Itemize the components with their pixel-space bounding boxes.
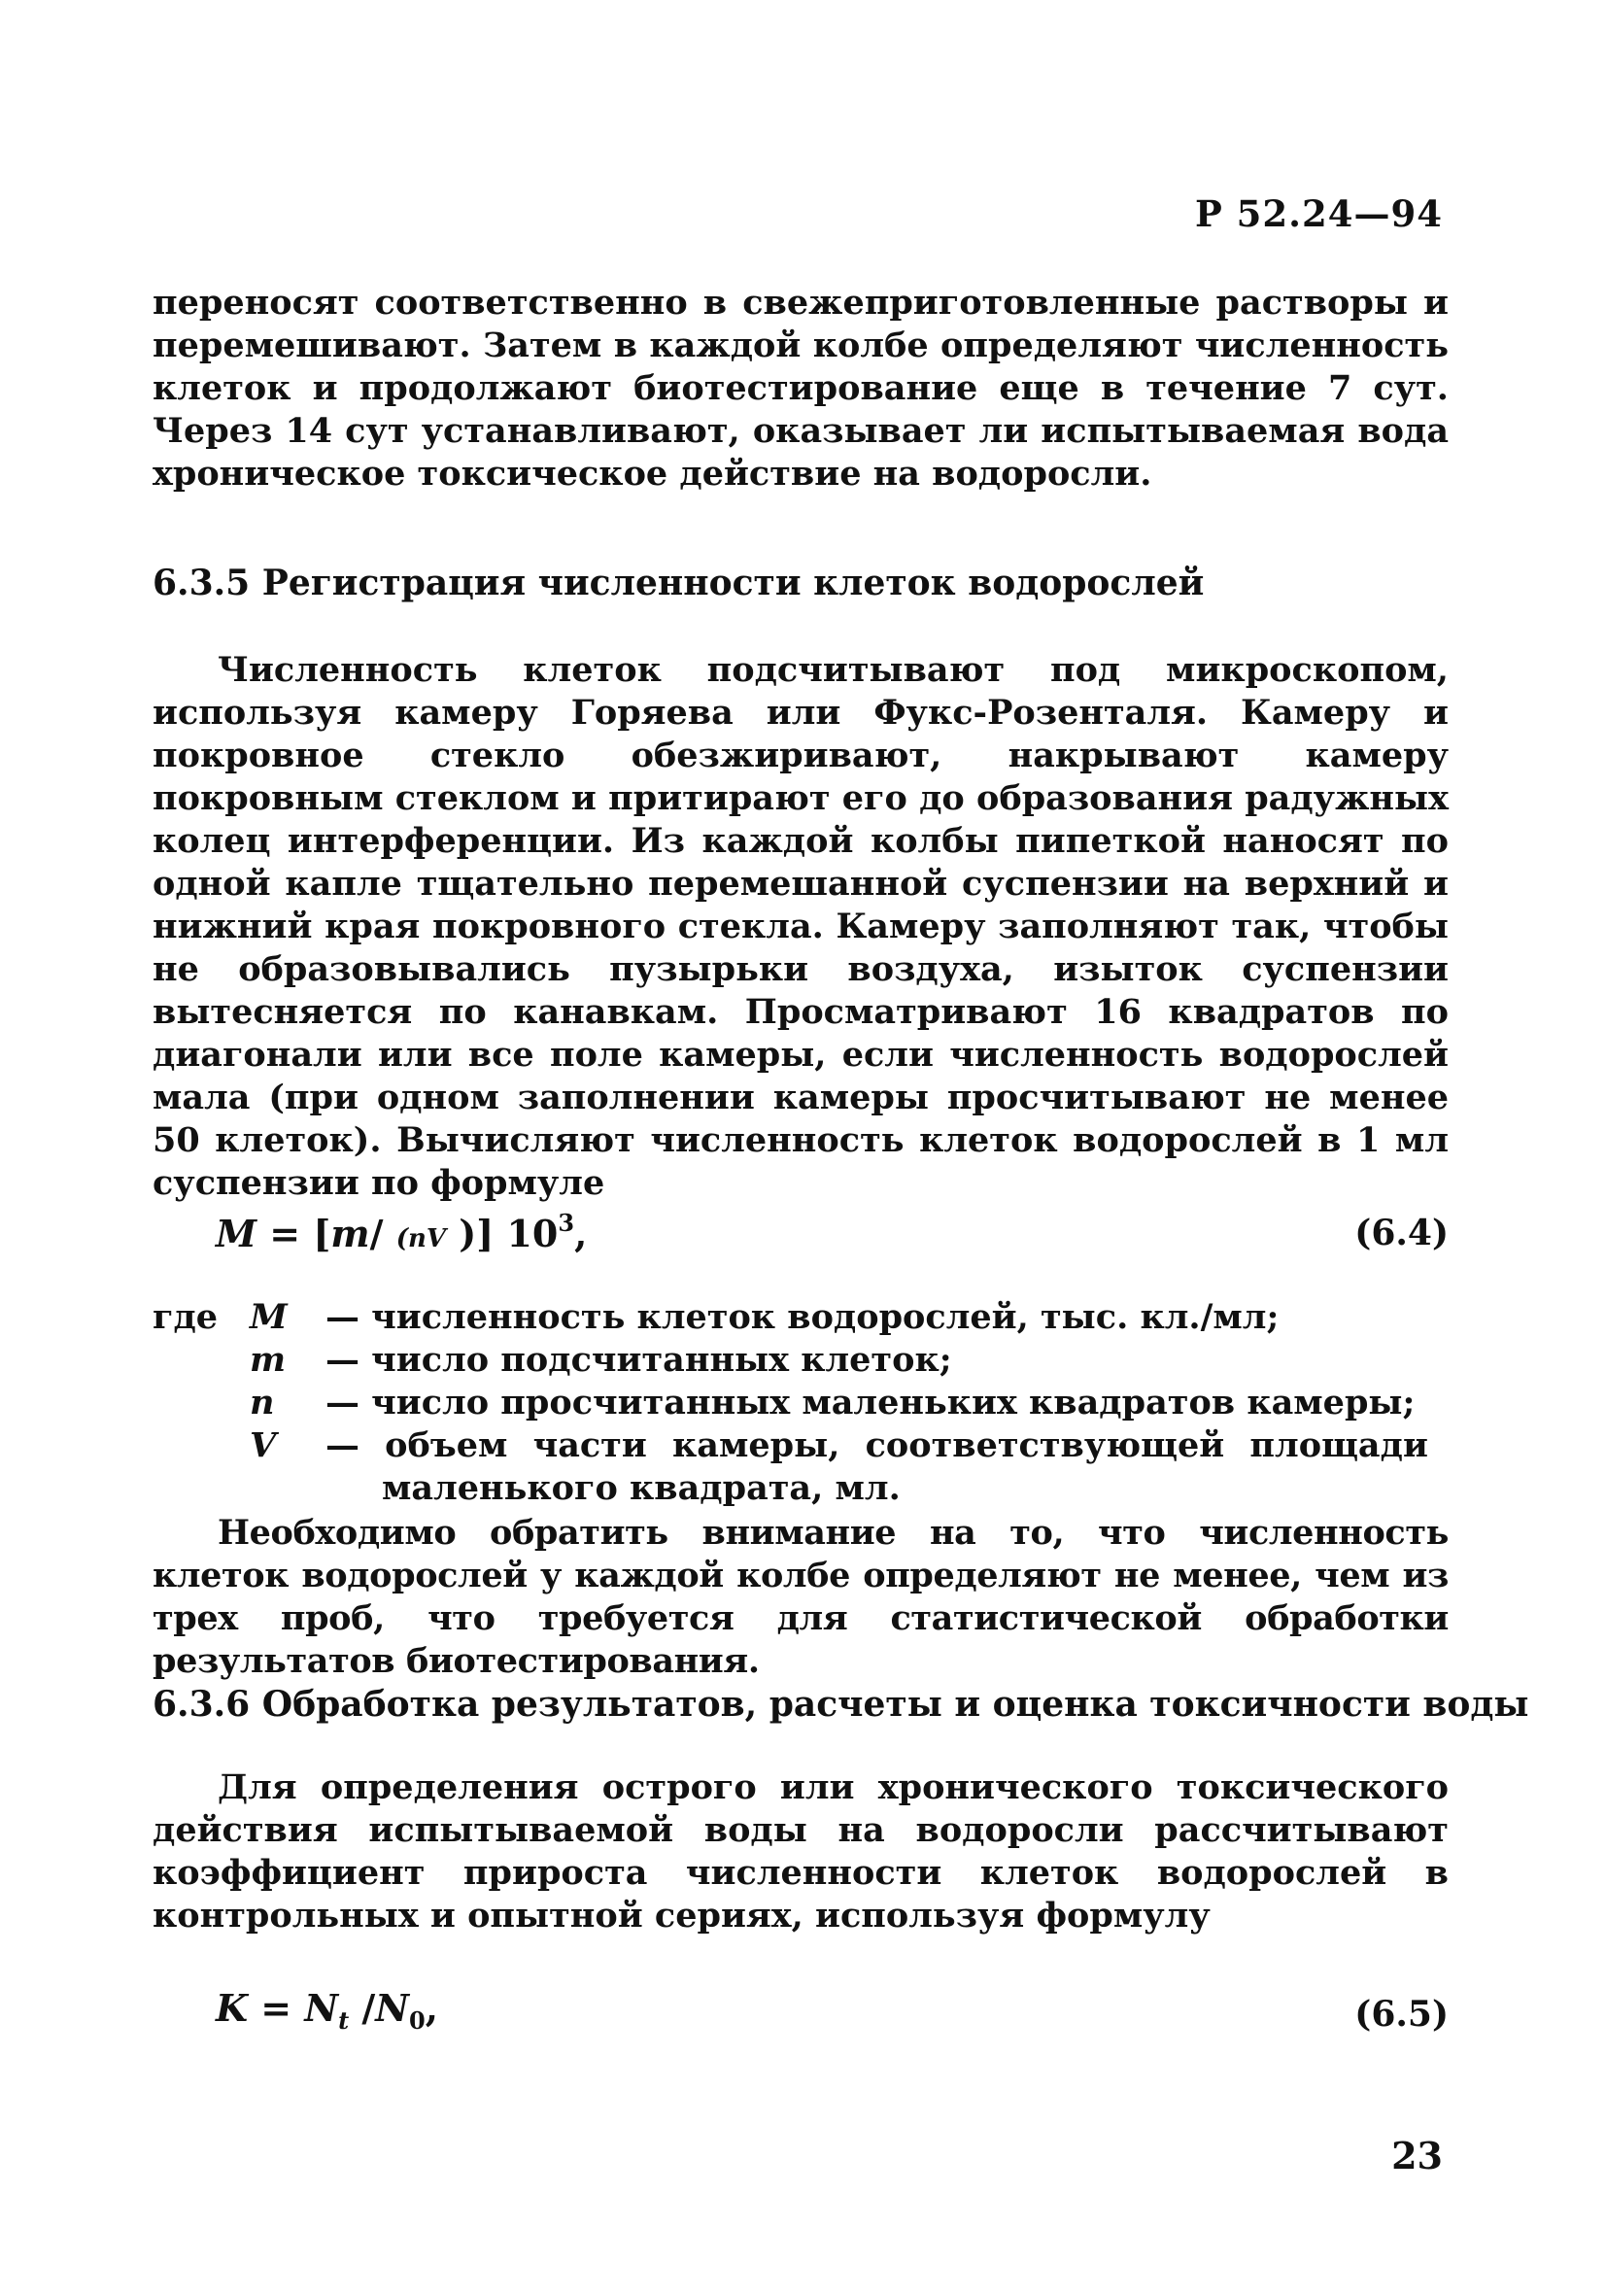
legend-symbol: M xyxy=(250,1297,288,1337)
legend-row xyxy=(153,1296,1454,1339)
equation-number-6-4: (6.4) xyxy=(1354,1213,1449,1253)
legend-symbol: n xyxy=(250,1383,275,1422)
legend-definition-continuation: маленького квадрата, мл. xyxy=(382,1468,901,1508)
formula-var-nV: nV xyxy=(408,1224,447,1253)
formula-6-5 xyxy=(216,1986,438,2035)
formula-6-4 xyxy=(216,1209,587,1255)
formula-slash: / xyxy=(349,1986,376,2030)
legend-row xyxy=(153,1382,1454,1424)
legend-definition: — численность клеток водорослей, тыс. кл./мл; xyxy=(325,1297,1280,1337)
legend-row-continuation xyxy=(153,1467,1454,1510)
formula-sub-t: t xyxy=(338,2006,350,2035)
formula-paren-open: ( xyxy=(395,1224,408,1253)
legend-row xyxy=(153,1424,1454,1467)
document-code: Р 52.24—94 xyxy=(1194,192,1443,235)
formula-var-K: K xyxy=(216,1986,249,2030)
section-6-3-6-paragraph: Для определения острого или хронического токсического действия испытываемой воды на водоросли рассчитывают коэффициент прироста численности клеток водорослей в контрольных и опытной сериях, используя формулу xyxy=(153,1767,1449,1936)
legend-symbol: m xyxy=(250,1340,287,1380)
formula-tail: , xyxy=(574,1212,588,1255)
counting-note-paragraph: Необходимо обратить внимание на то, что численность клеток водорослей у каждой колбе определяют не менее, чем из трех проб, что требуется для статистической обработки результатов биотестирования. xyxy=(153,1513,1449,1681)
legend-definition: — число просчитанных маленьких квадратов камеры; xyxy=(325,1383,1416,1422)
legend-definition: — объем части камеры, соответствующей площади xyxy=(325,1425,1428,1465)
formula-equals: = [ xyxy=(256,1212,331,1255)
formula-tail: , xyxy=(425,1986,438,2030)
intro-paragraph: переносят соответственно в свежеприготовленные растворы и перемешивают. Затем в каждой колбе определяют численность клеток и продолжают биотестирование еще в течение 7 сут. Через 14 сут устанавливают, оказывает ли испытываемая вода хроническое токсическое действие на водоросли. xyxy=(153,283,1449,494)
legend-where-word: где xyxy=(153,1297,219,1337)
equation-number-6-5: (6.5) xyxy=(1354,1994,1449,2035)
formula-var-N0: N xyxy=(375,1986,410,2030)
formula-var-M: M xyxy=(216,1212,257,1255)
legend-symbol: V xyxy=(250,1425,277,1465)
formula-exponent: 3 xyxy=(558,1209,575,1237)
legend-definition: — число подсчитанных клеток; xyxy=(325,1340,952,1380)
formula-slash: / xyxy=(369,1212,396,1255)
page-number: 23 xyxy=(1391,2134,1443,2177)
section-heading-6-3-6: 6.3.6 Обработка результатов, расчеты и оценка токсичности воды xyxy=(153,1684,1529,1725)
formula-paren-close: )] 10 xyxy=(446,1212,559,1255)
section-6-3-5-paragraph: Численность клеток подсчитывают под микроскопом, используя камеру Горяева или Фукс-Розенталя. Камеру и покровное стекло обезжиривают, накрывают камеру покровным стеклом и притирают его до образования радужных колец интерференции. Из каждой колбы пипеткой наносят по одной капле тщательно перемешанной суспензии на верхний и нижний края покровного стекла. Камеру заполняют так, чтобы не образовывались пузырьки воздуха, изыток суспензии вытесняется по канавкам. Просматривают 16 квадратов по диагонали или все поле камеры, если численность водорослей мала (при одном заполнении камеры просчитывают не менее 50 клеток). Вычисляют численность клеток водорослей в 1 мл суспензии по формуле xyxy=(153,650,1449,1203)
formula-sub-0: 0 xyxy=(409,2006,426,2035)
formula-var-m: m xyxy=(330,1212,370,1255)
legend-row xyxy=(153,1339,1454,1382)
section-heading-6-3-5: 6.3.5 Регистрация численности клеток водорослей xyxy=(153,563,1205,603)
formula-var-Nt: N xyxy=(304,1986,339,2030)
formula-legend xyxy=(153,1296,1454,1510)
formula-equals: = xyxy=(248,1986,305,2030)
